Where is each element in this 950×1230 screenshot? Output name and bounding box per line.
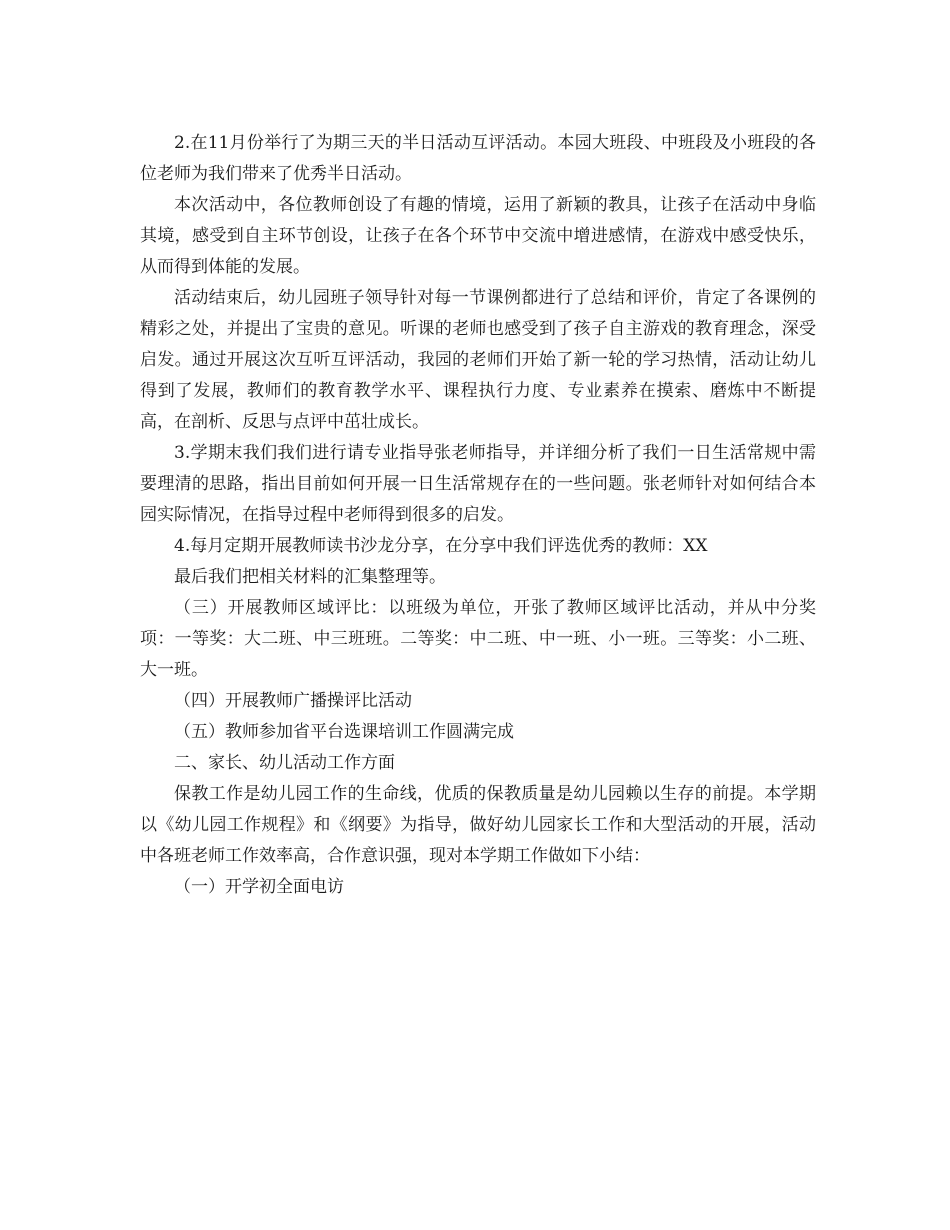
paragraph-materials: 最后我们把相关材料的汇集整理等。 [174,567,446,587]
paragraph-broadcast-exercise: （四）开展教师广播操评比活动 [174,691,412,711]
document-body [140,128,816,903]
paragraph-reading-salon: 4.每月定期开展教师读书沙龙分享，在分享中我们评选优秀的教师：XX [174,536,708,556]
paragraph-activity-description: 本次活动中，各位教师创设了有趣的情境，运用了新颖的教具，让孩子在活动中身临其境，感受到自主环节创设，让孩子在各个环节中交流中增进感情，在游戏中感受快乐，从而得到体能的发展。 [140,195,816,277]
paragraph-platform-training: （五）教师参加省平台选课培训工作圆满完成 [174,722,514,742]
section-heading-parents-children: 二、家长、幼儿活动工作方面 [174,753,395,773]
paragraph-half-day-activity: 2.在11月份举行了为期三天的半日活动互评活动。本园大班段、中班段及小班段的各位老师为我们带来了优秀半日活动。 [140,133,816,184]
subheading-phone-visits: （一）开学初全面电访 [174,877,344,897]
paragraph-activity-summary: 活动结束后，幼儿园班子领导针对每一节课例都进行了总结和评价，肯定了各课例的精彩之处，并提出了宝贵的意见。听课的老师也感受到了孩子自主游戏的教育理念，深受启发。通过开展这次互听互评活动，我园的老师们开始了新一轮的学习热情，活动让幼儿得到了发展，教师们的教育教学水平、课程执行力度、专业素养在摸索、磨炼中不断提高，在剖析、反思与点评中茁壮成长。 [140,288,816,432]
paragraph-care-education: 保教工作是幼儿园工作的生命线，优质的保教质量是幼儿园赖以生存的前提。本学期以《幼儿园工作规程》和《纲要》为指导，做好幼儿园家长工作和大型活动的开展，活动中各班老师工作效率高，合作意识强，现对本学期工作做如下小结： [140,784,816,866]
paragraph-expert-guidance: 3.学期末我们我们进行请专业指导张老师指导，并详细分析了我们一日生活常规中需要理清的思路，指出目前如何开展一日生活常规存在的一些问题。张老师针对如何结合本园实际情况，在指导过程中老师得到很多的启发。 [140,443,816,525]
paragraph-area-competition: （三）开展教师区域评比：以班级为单位，开张了教师区域评比活动，并从中分奖项：一等奖：大二班、中三班班。二等奖：中二班、中一班、小一班。三等奖：小二班、大一班。 [140,598,816,680]
